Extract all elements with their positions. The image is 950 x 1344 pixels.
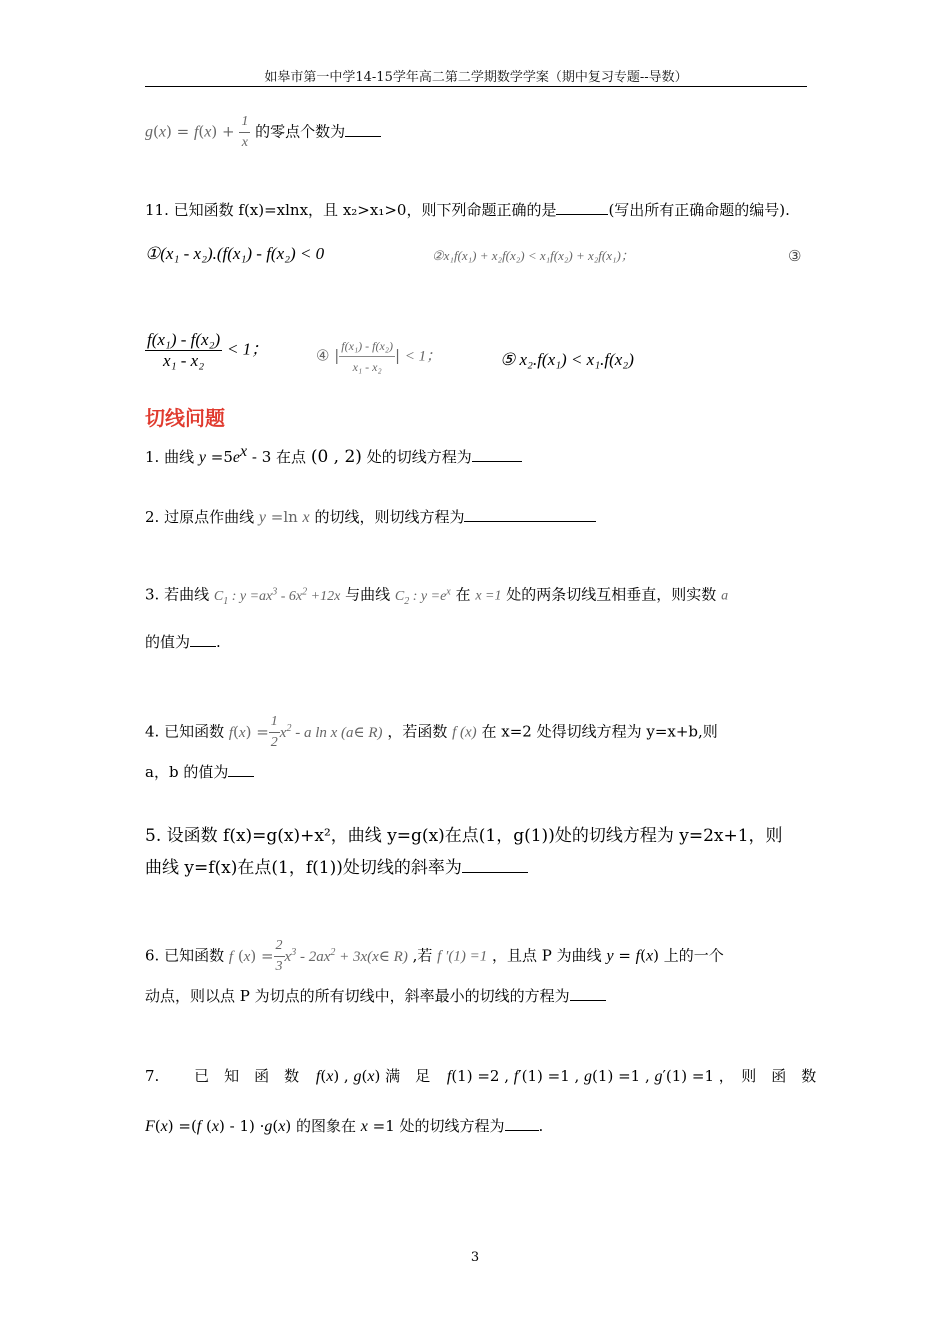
tangent-q4-line1: 4. 已知函数 f(x) = $\frac{1}{2}$ $x^2$ - a ln x (a∈ R) ，若函数 f (x) 在 x=2 处得切线方程为 y=x+b,则: [145, 712, 718, 753]
tangent-q2: 2. 过原点作曲线 y =ln x 的切线，则切线方程为: [145, 507, 596, 528]
q11-option-1: ①(x₁ - x₂).(f(x₁) - f(x₂) < 0: [145, 244, 325, 263]
q11-option-5: ⑤ x₂.f(x₁) < x₁.f(x₂): [500, 350, 634, 369]
q11-option-2: ②x₁f(x₁) + x₂f(x₂) < x₁f(x₂) + x₂f(x₁)；: [432, 248, 634, 263]
q11-option-3: $\frac{\text{f(x₁) - f(x₂)}}{\text{x₁ - x₂}}$ < 1；: [147, 330, 269, 370]
tangent-q7-line1: 7. 已 知 函 数 f(x) , g(x) 满 足 f(1) =2 , f′(1) =1 , g(1) =1 , g′(1) =1 ， 则 函 数: [145, 1067, 817, 1085]
tangent-q7-line2: F(x) =(f (x) - 1) ·g(x) 的图象在 x =1 处的切线方程为 .: [145, 1117, 544, 1135]
section-title: 切线问题: [145, 406, 225, 430]
page-header: 如皋市第一中学14-15学年高二第二学期数学学案（期中复习专题--导数）: [264, 70, 688, 85]
tangent-q3-line1: 3. 若曲线 $C_1$ : $y =ax^3 - 6x^2 +12x$ 与曲线 $C_2$ : $y =e^x$ 在 x =1 处的两条切线互相垂直，则实数 a: [145, 585, 729, 607]
tangent-q4-line2: a，b 的值为: [145, 762, 254, 782]
q10-tail: g(x) = f(x) + $\frac{1}{x}$ 的零点个数为: [145, 112, 381, 153]
q11-option-4: ④ | $\frac{\text{f(x₁) - f(x₂)}}{\text{x₁ - x₂}}$ | < 1；: [316, 336, 441, 377]
header-rule: [145, 86, 807, 87]
tangent-q5-line2: 曲线 y=f(x)在点(1，f(1))处切线的斜率为: [145, 858, 528, 878]
tangent-q3-line2: 的值为 .: [145, 633, 221, 651]
tangent-q5-line1: 5. 设函数 f(x)=g(x)+x²，曲线 y=g(x)在点(1，g(1))处的切线方程为 y=2x+1，则: [145, 826, 783, 846]
page-number: 3: [470, 1250, 480, 1265]
tangent-q6-line2: 动点，则以点 P 为切点的所有切线中，斜率最小的切线的方程为: [145, 986, 606, 1006]
q11-stem: 11. 已知函数 f(x)=xlnx，且 x₂>x₁>0，则下列命题正确的是 (写出所有正确命题的编号).: [145, 201, 790, 219]
tangent-q6-line1: 6. 已知函数 f (x) = $\frac{2}{3}$ $x^3 - 2ax^2$ + 3x(x∈ R) ,若 f ′(1) =1 ，且点 P 为曲线 y = f(x) 上的一个: [145, 936, 724, 977]
tangent-q1: 1. 曲线 $y =5e^x - 3$ 在点 (0 , 2) 处的切线方程为: [145, 442, 522, 468]
q11-option-3-label: ③: [788, 247, 802, 265]
